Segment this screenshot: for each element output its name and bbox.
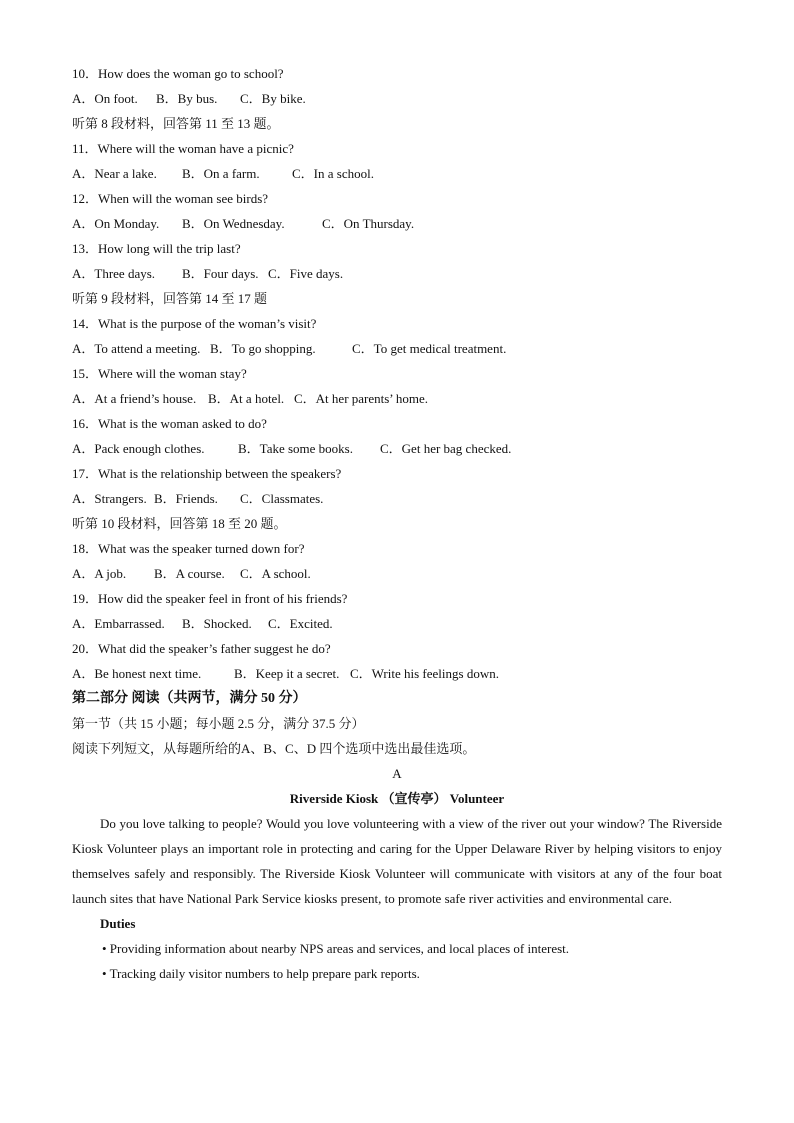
passage-letter: A (392, 766, 402, 781)
option-c: C．By bike. (240, 91, 306, 106)
option-c: C．A school. (240, 566, 311, 581)
option-a: A．At a friend’s house. (72, 391, 197, 406)
options-18 (72, 561, 722, 586)
option-a: A．Embarrassed. (72, 616, 165, 631)
passage-title: Riverside Kiosk （宣传亭） Volunteer (289, 791, 505, 806)
option-b: B．On Wednesday. (182, 216, 285, 231)
options-12 (72, 211, 722, 236)
duty-item: • Tracking daily visitor numbers to help prepare park reports. (102, 966, 420, 981)
option-c: C．At her parents’ home. (294, 391, 429, 406)
option-a: A．Three days. (72, 266, 156, 281)
question-12: 12．When will the woman see birds? (72, 191, 269, 206)
options-14 (72, 336, 722, 361)
options-10 (72, 86, 722, 111)
part2-instruction: 阅读下列短文，从每题所给的A、B、C、D 四个选项中选出最佳选项。 (72, 741, 476, 756)
option-b: B．Friends. (154, 491, 218, 506)
part2-subtitle: 第一节（共 15 小题；每小题 2.5 分，满分 37.5 分） (72, 716, 365, 731)
option-b: B．Four days. (182, 266, 259, 281)
part2-title: 第二部分 阅读（共两节，满分 50 分） (72, 691, 307, 706)
option-b: B．A course. (154, 566, 225, 581)
option-a: A．Pack enough clothes. (72, 441, 205, 456)
question-18: 18．What was the speaker turned down for? (72, 541, 305, 556)
option-c: C．On Thursday. (322, 216, 415, 231)
section-heading-10: 听第 10 段材料，回答第 18 至 20 题。 (72, 516, 287, 531)
option-b: B．Keep it a secret. (234, 666, 340, 681)
option-a: A．On Monday. (72, 216, 160, 231)
options-13 (72, 261, 722, 286)
options-15 (72, 386, 722, 411)
section-heading-8: 听第 8 段材料，回答第 11 至 13 题。 (72, 116, 280, 131)
options-11 (72, 161, 722, 186)
question-13: 13．How long will the trip last? (72, 241, 241, 256)
passage-paragraph-text: Do you love talking to people? Would you love volunteering with a view of the river out your window? The Riverside Kiosk Volunteer plays an important role in protecting and caring for the Upper Delaware River by helping visitors to enjoy themselves safely and responsibly. The Riverside Kiosk Volunteer will communicate with visitors at any of the four boat launch sites that have National Park Service kiosks present, to promote safe river activities and environmental care. (72, 816, 722, 906)
question-11: 11．Where will the woman have a picnic? (72, 141, 294, 156)
question-16: 16．What is the woman asked to do? (72, 416, 267, 431)
option-c: C．In a school. (292, 166, 374, 181)
question-17: 17．What is the relationship between the speakers? (72, 466, 342, 481)
option-a: A．To attend a meeting. (72, 341, 201, 356)
option-c: C．To get medical treatment. (352, 341, 507, 356)
option-b: B．Take some books. (238, 441, 353, 456)
options-20 (72, 661, 722, 686)
option-c: C．Classmates. (240, 491, 324, 506)
option-b: B．On a farm. (182, 166, 260, 181)
question-10: 10．How does the woman go to school? (72, 66, 284, 81)
option-b: B．By bus. (156, 91, 218, 106)
option-b: B．At a hotel. (208, 391, 285, 406)
document-page (72, 61, 722, 986)
option-b: B．To go shopping. (210, 341, 316, 356)
passage-paragraph (72, 811, 722, 911)
question-15: 15．Where will the woman stay? (72, 366, 247, 381)
question-19: 19．How did the speaker feel in front of his friends? (72, 591, 348, 606)
option-a: A．Near a lake. (72, 166, 157, 181)
options-17 (72, 486, 722, 511)
question-20: 20．What did the speaker’s father suggest he do? (72, 641, 331, 656)
options-19 (72, 611, 722, 636)
options-16 (72, 436, 722, 461)
option-a: A．Be honest next time. (72, 666, 202, 681)
option-a: A．A job. (72, 566, 127, 581)
duties-heading: Duties (100, 916, 136, 931)
question-14: 14．What is the purpose of the woman’s visit? (72, 316, 317, 331)
option-c: C．Write his feelings down. (350, 666, 499, 681)
option-a: A．Strangers. (72, 491, 147, 506)
duty-item: • Providing information about nearby NPS areas and services, and local places of interest. (102, 941, 570, 956)
option-a: A．On foot. (72, 91, 138, 106)
option-c: C．Five days. (268, 266, 344, 281)
option-c: C．Get her bag checked. (380, 441, 512, 456)
section-heading-9: 听第 9 段材料，回答第 14 至 17 题 (72, 291, 268, 306)
option-c: C．Excited. (268, 616, 333, 631)
option-b: B．Shocked. (182, 616, 252, 631)
